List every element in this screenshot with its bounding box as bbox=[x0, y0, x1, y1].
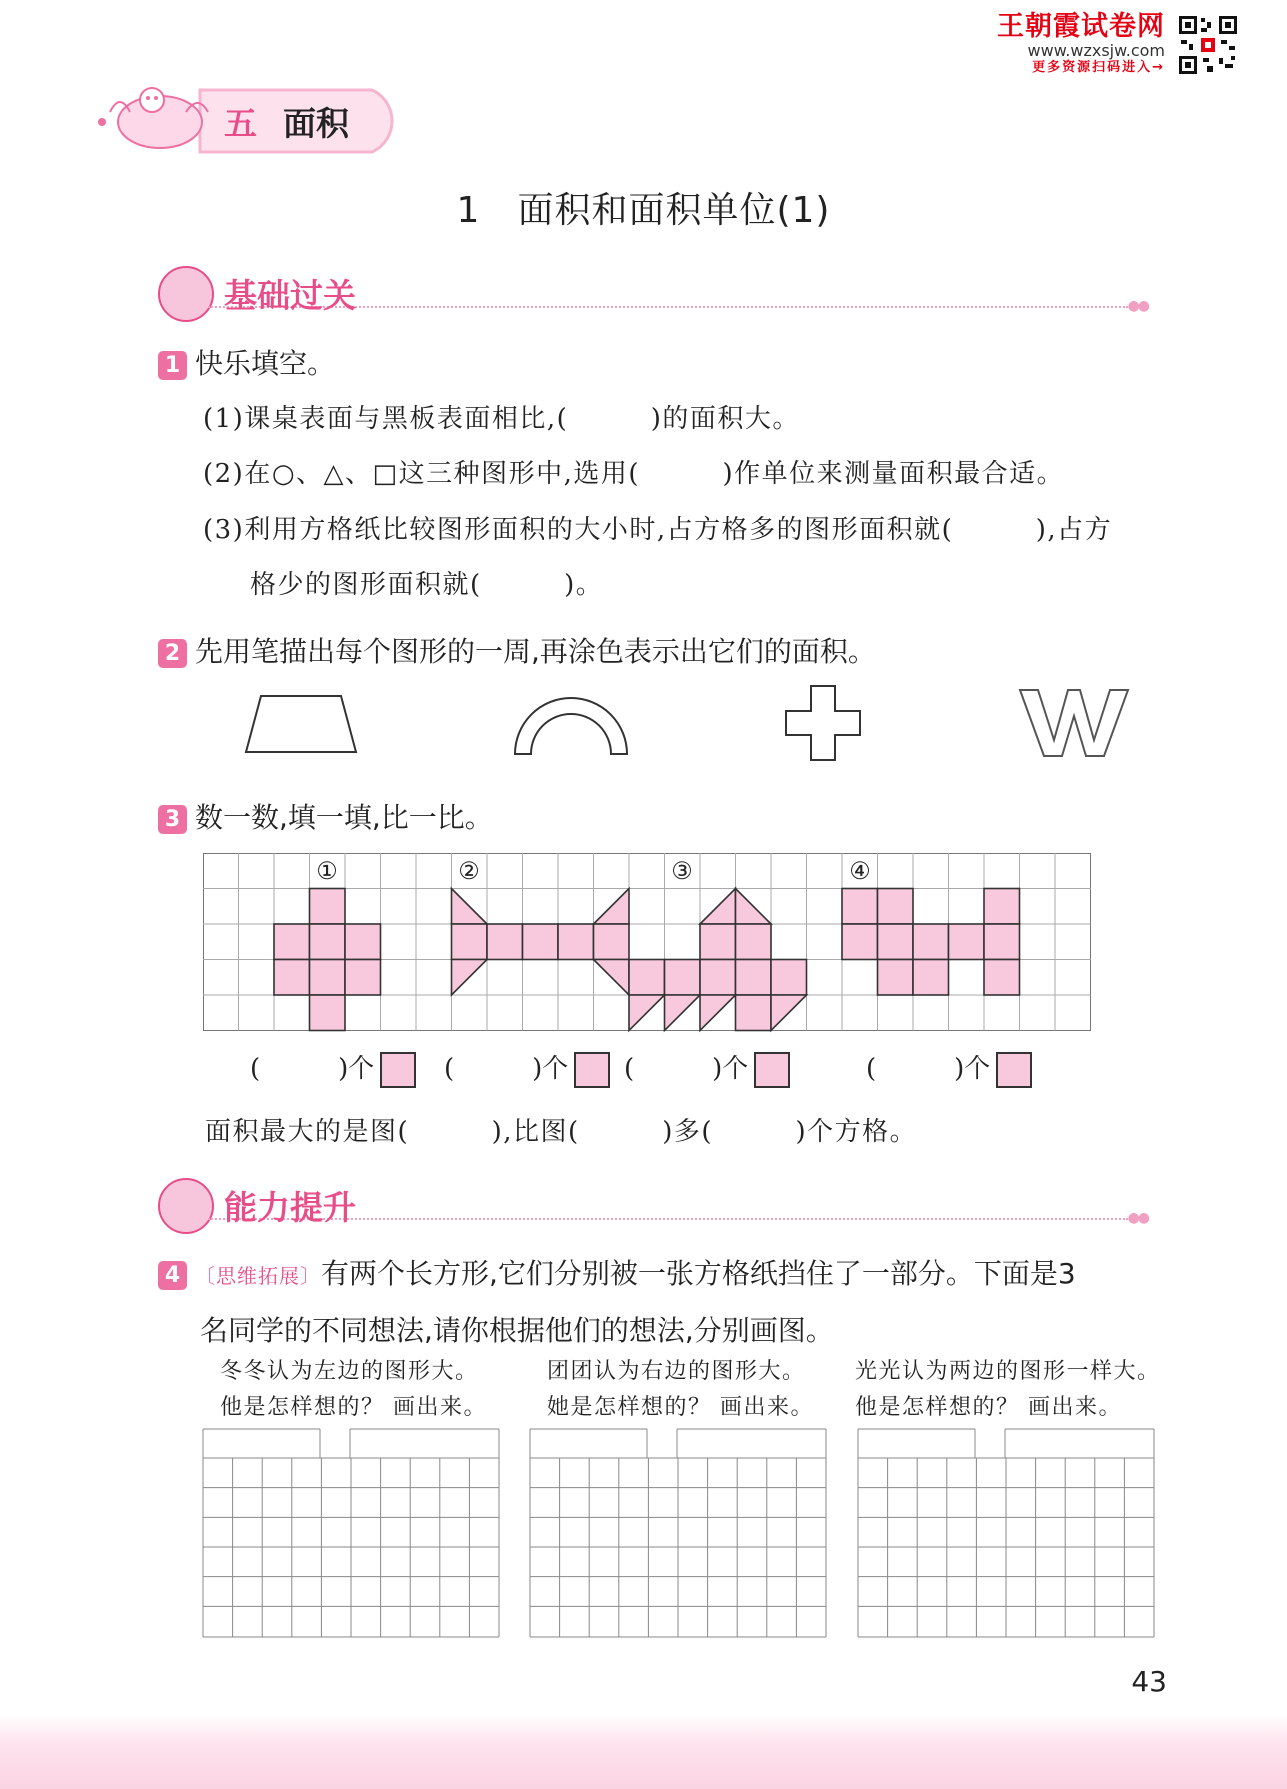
dots-icon: ●● bbox=[1127, 298, 1148, 314]
question-tag: 〔思维拓展〕 bbox=[195, 1264, 321, 1288]
mascot-face-icon bbox=[158, 1178, 214, 1234]
mascot-icon bbox=[98, 88, 208, 148]
panel-line: 他是怎样想的？ 画出来。 bbox=[220, 1395, 487, 1420]
answer-unit: 个 bbox=[348, 1054, 375, 1084]
section-title-ability: 能力提升 bbox=[224, 1188, 356, 1227]
answer-1 bbox=[250, 1048, 416, 1088]
footer-band bbox=[0, 1716, 1287, 1789]
dots-icon: ●● bbox=[1127, 1210, 1148, 1226]
answer-blank[interactable]: ( ) bbox=[866, 1054, 965, 1084]
question-text: 数一数,填一填,比一比。 bbox=[195, 801, 493, 834]
question-number: 4 bbox=[158, 1261, 187, 1290]
question-4 bbox=[158, 1252, 1076, 1292]
answer-unit: 个 bbox=[964, 1054, 991, 1084]
q1-item-1: (1)课桌表面与黑板表面相比,( )的面积大。 bbox=[203, 404, 800, 434]
unit-number: 五 bbox=[224, 104, 257, 143]
question-text-line1: 有两个长方形,它们分别被一张方格纸挡住了一部分。下面是3 bbox=[321, 1257, 1076, 1290]
panel-line: 团团认为右边的图形大。 bbox=[547, 1359, 806, 1384]
figure-label-4: ④ bbox=[849, 857, 871, 885]
question-number: 3 bbox=[158, 805, 187, 834]
mascot-face-icon bbox=[158, 266, 214, 322]
question-number: 1 bbox=[158, 351, 187, 380]
unit-label bbox=[224, 98, 349, 145]
question-2 bbox=[158, 630, 876, 670]
q2-shapes bbox=[0, 680, 1287, 770]
lesson-title: 1 面积和面积单位(1) bbox=[456, 190, 831, 231]
question-4-line2: 名同学的不同想法,请你根据他们的想法,分别画图。 bbox=[200, 1314, 834, 1347]
brand-name: 王朝霞试卷网 bbox=[997, 11, 1165, 42]
section-header-basic bbox=[158, 264, 1148, 320]
w-shape[interactable] bbox=[1018, 688, 1130, 758]
q1-item-2: (2)在○、△、□这三种图形中,选用( )作单位来测量面积最合适。 bbox=[203, 459, 1065, 489]
answer-3 bbox=[624, 1048, 790, 1088]
q3-compare: 面积最大的是图( ),比图( )多( )个方格。 bbox=[205, 1117, 918, 1147]
q1-item-3-cont: 格少的图形面积就( )。 bbox=[250, 570, 604, 600]
question-3 bbox=[158, 796, 493, 836]
panel-line: 光光认为两边的图形一样大。 bbox=[855, 1359, 1161, 1384]
page-number: 43 bbox=[1131, 1665, 1167, 1698]
drawing-grid-1[interactable] bbox=[202, 1428, 500, 1638]
figure-label-1: ① bbox=[316, 857, 338, 885]
drawing-grid-3[interactable] bbox=[857, 1428, 1155, 1638]
unit-square-icon bbox=[996, 1052, 1032, 1088]
answer-blank[interactable]: ( ) bbox=[444, 1054, 543, 1084]
brand-more: 更多资源扫码进入→ bbox=[1032, 60, 1165, 75]
question-text: 快乐填空。 bbox=[195, 347, 336, 380]
brand-block bbox=[997, 12, 1165, 76]
drawing-grid-2[interactable] bbox=[529, 1428, 827, 1638]
arch-shape[interactable] bbox=[512, 694, 630, 756]
q3-grid bbox=[203, 853, 1093, 1035]
panel-text-2 bbox=[547, 1354, 814, 1426]
unit-square-icon bbox=[574, 1052, 610, 1088]
panel-text-1 bbox=[220, 1354, 487, 1426]
panel-line: 冬冬认为左边的图形大。 bbox=[220, 1359, 479, 1384]
trapezoid-shape[interactable] bbox=[244, 694, 358, 754]
answer-blank[interactable]: ( ) bbox=[250, 1054, 349, 1084]
qr-code-icon[interactable] bbox=[1177, 14, 1239, 76]
answer-blank[interactable]: ( ) bbox=[624, 1054, 723, 1084]
figure-2 bbox=[452, 889, 630, 996]
unit-square-icon bbox=[380, 1052, 416, 1088]
panel-text-3 bbox=[855, 1354, 1161, 1426]
unit-square-icon bbox=[754, 1052, 790, 1088]
question-1 bbox=[158, 342, 335, 382]
answer-4 bbox=[866, 1048, 1032, 1088]
q1-item-3: (3)利用方格纸比较图形面积的大小时,占方格多的图形面积就( ),占方 bbox=[203, 515, 1113, 545]
section-header-ability bbox=[158, 1176, 1148, 1232]
figure-4 bbox=[842, 889, 1020, 996]
figure-label-3: ③ bbox=[671, 857, 693, 885]
answer-unit: 个 bbox=[722, 1054, 749, 1084]
brand-url[interactable]: www.wzxsjw.com bbox=[1027, 41, 1165, 60]
answer-2 bbox=[444, 1048, 610, 1088]
figure-label-2: ② bbox=[458, 857, 480, 885]
question-number: 2 bbox=[158, 639, 187, 668]
cross-shape[interactable] bbox=[784, 684, 862, 762]
figure-1 bbox=[274, 889, 381, 1031]
section-title-basic: 基础过关 bbox=[224, 276, 356, 315]
panel-line: 她是怎样想的？ 画出来。 bbox=[547, 1395, 814, 1420]
figure-3 bbox=[629, 889, 807, 1031]
question-text: 先用笔描出每个图形的一周,再涂色表示出它们的面积。 bbox=[195, 635, 876, 668]
panel-line: 他是怎样想的？ 画出来。 bbox=[855, 1395, 1122, 1420]
unit-name: 面积 bbox=[283, 104, 349, 143]
answer-unit: 个 bbox=[542, 1054, 569, 1084]
